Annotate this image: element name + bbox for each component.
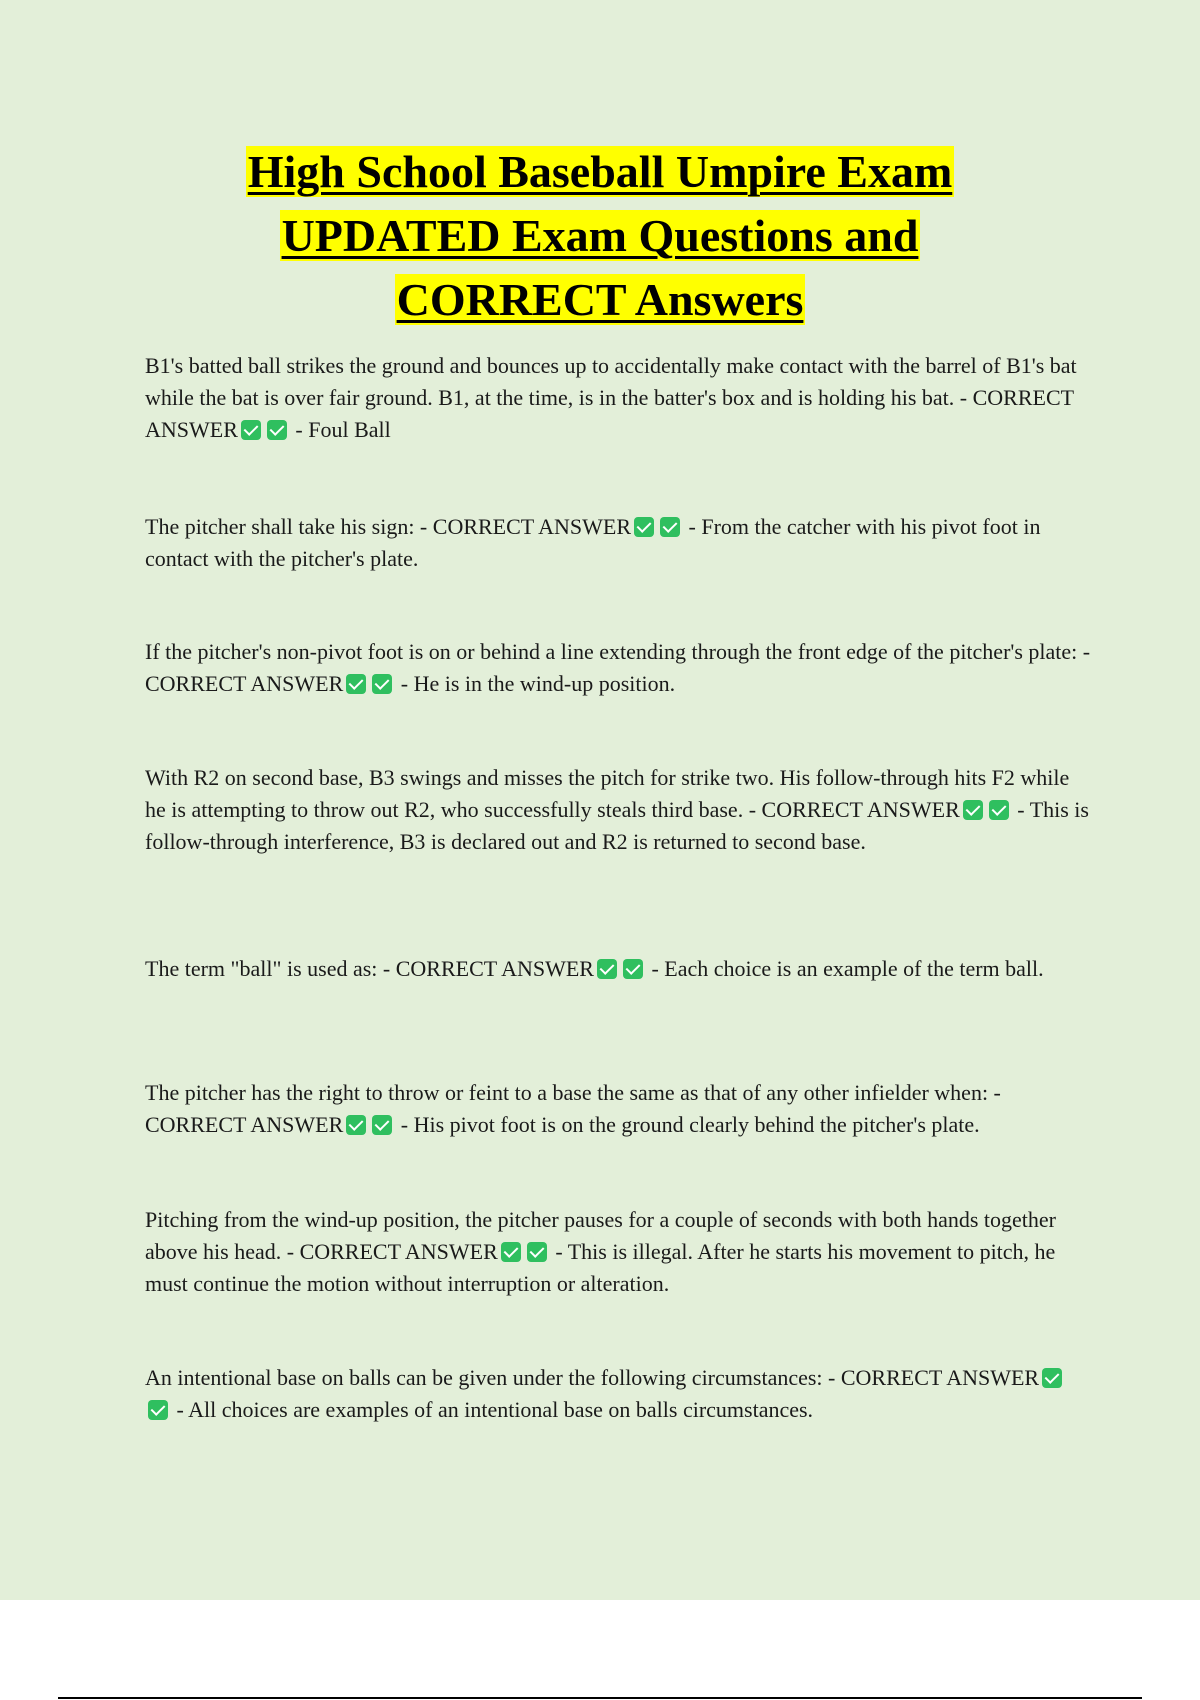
correct-answer-label: CORRECT ANSWER [145, 1112, 344, 1137]
answer-text: - He is in the wind-up position. [395, 671, 676, 696]
check-icon [634, 517, 654, 537]
check-icon [623, 959, 643, 979]
qa-item [145, 953, 1091, 985]
check-icon [989, 800, 1009, 820]
qa-item [145, 1204, 1091, 1300]
question-text: With R2 on second base, B3 swings and misses the pitch for strike two. His follow-through hits F2 while he is attempting to throw out R2, who successfully steals third base. - [145, 765, 1070, 822]
qa-item [145, 1362, 1091, 1426]
question-text: The pitcher shall take his sign: - [145, 514, 433, 539]
page-footer-rule [58, 1697, 1142, 1699]
correct-answer-label: CORRECT ANSWER [145, 385, 1074, 442]
check-icon [501, 1242, 521, 1262]
title-line-2: UPDATED Exam Questions and [281, 210, 919, 261]
correct-answer-label: CORRECT ANSWER [395, 956, 594, 981]
answer-text: - This is illegal. After he starts his movement to pitch, he must continue the motion without interruption or alteration. [145, 1239, 1056, 1296]
check-icon [597, 959, 617, 979]
check-icon [1042, 1368, 1062, 1388]
correct-answer-label: CORRECT ANSWER [761, 797, 960, 822]
answer-text: - His pivot foot is on the ground clearly behind the pitcher's plate. [395, 1112, 980, 1137]
check-icon [963, 800, 983, 820]
qa-item [145, 511, 1091, 575]
check-icon [148, 1400, 168, 1420]
answer-text: - Foul Ball [289, 417, 391, 442]
check-icon [346, 674, 366, 694]
qa-item [145, 1077, 1091, 1141]
correct-answer-label: CORRECT ANSWER [145, 671, 344, 696]
document-title [0, 140, 1200, 332]
question-text: An intentional base on balls can be given under the following circumstances: - [145, 1365, 841, 1390]
answer-text: - All choices are examples of an intentional base on balls circumstances. [171, 1397, 814, 1422]
qa-item [145, 350, 1091, 446]
answer-text: - Each choice is an example of the term ball. [645, 956, 1044, 981]
title-line-1: High School Baseball Umpire Exam [247, 146, 953, 197]
correct-answer-label: CORRECT ANSWER [432, 514, 632, 539]
check-icon [372, 1115, 392, 1135]
question-text: Pitching from the wind-up position, the pitcher pauses for a couple of seconds with both hands together above his head. - [145, 1207, 1056, 1264]
check-icon [241, 420, 261, 440]
correct-answer-label: CORRECT ANSWER [299, 1239, 498, 1264]
question-text: B1's batted ball strikes the ground and bounces up to accidentally make contact with the barrel of B1's bat while the bat is over fair ground. B1, at the time, is in the batter's box and is holding his bat. - [145, 353, 1077, 410]
answer-text: - From the catcher with his pivot foot in contact with the pitcher's plate. [145, 514, 1041, 571]
qa-item [145, 762, 1091, 858]
answer-text: - This is follow-through interference, B3 is declared out and R2 is returned to second base. [145, 797, 1089, 854]
check-icon [346, 1115, 366, 1135]
check-icon [372, 674, 392, 694]
check-icon [660, 517, 680, 537]
question-text: If the pitcher's non-pivot foot is on or behind a line extending through the front edge of the pitcher's plate: - [145, 639, 1091, 664]
check-icon [527, 1242, 547, 1262]
question-text: The pitcher has the right to throw or feint to a base the same as that of any other infielder when: - [145, 1080, 1001, 1105]
check-icon [267, 420, 287, 440]
question-text: The term "ball" is used as: - [145, 956, 396, 981]
qa-item [145, 636, 1091, 700]
title-line-3: CORRECT Answers [396, 274, 804, 325]
correct-answer-label: CORRECT ANSWER [840, 1365, 1040, 1390]
